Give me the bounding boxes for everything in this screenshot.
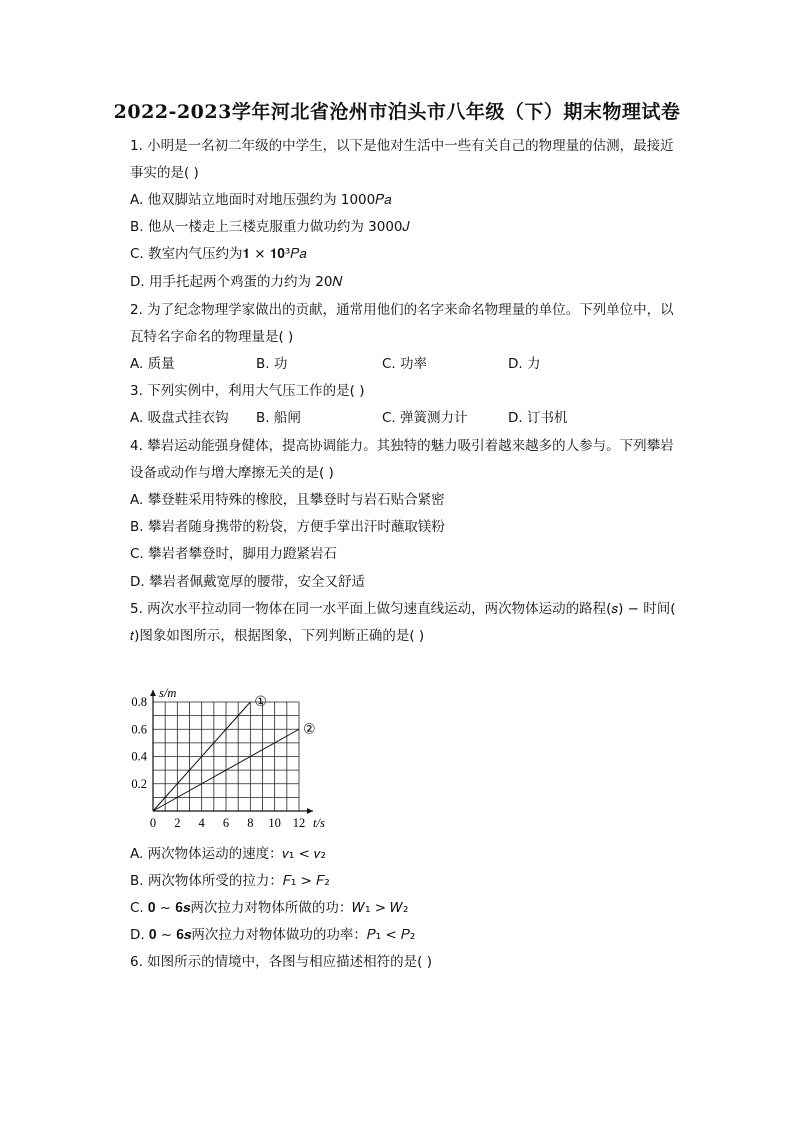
x-axis-label: t/s bbox=[313, 816, 325, 830]
question-2-option-b: B. 功 bbox=[256, 356, 288, 372]
series-label-1: ① bbox=[254, 695, 267, 710]
question-5-option-d: D. 𝟎 ~ 𝟔𝒔两次拉力对物体做功的功率：𝑃₁ < 𝑃₂ bbox=[130, 927, 416, 943]
question-5-option-b: B. 两次物体所受的拉力：𝐹₁ > 𝐹₂ bbox=[130, 873, 330, 889]
question-4-option-a: A. 攀登鞋采用特殊的橡胶，且攀登时与岩石贴合紧密 bbox=[130, 492, 445, 508]
y-tick-label: 0.4 bbox=[131, 749, 147, 764]
question-2-option-d: D. 力 bbox=[508, 356, 541, 372]
question-6-stem: 6. 如图所示的情境中，各图与相应描述相符的是( ) bbox=[130, 954, 432, 970]
question-3-option-a: A. 吸盘式挂衣钩 bbox=[130, 410, 229, 426]
question-1-option-d: D. 用手托起两个鸡蛋的力约为 20𝑁 bbox=[130, 274, 343, 290]
x-tick-label: 8 bbox=[247, 816, 254, 830]
s-t-graph bbox=[118, 675, 348, 837]
question-2-option-c: C. 功率 bbox=[382, 356, 428, 372]
x-axis-arrow bbox=[307, 808, 313, 814]
series-label-2: ② bbox=[303, 722, 316, 738]
question-4-option-d: D. 攀岩者佩戴宽厚的腰带，安全又舒适 bbox=[130, 574, 365, 590]
question-2-stem-cont: 瓦特名字命名的物理量是( ) bbox=[130, 329, 294, 345]
question-5-stem-cont: 𝑡)图象如图所示，根据图象，下列判断正确的是( ) bbox=[130, 628, 425, 644]
question-1-option-b: B. 他从一楼走上三楼克服重力做功约为 3000𝐽 bbox=[130, 219, 410, 235]
x-tick-label: 2 bbox=[174, 816, 181, 830]
y-axis-label: s/m bbox=[159, 686, 177, 700]
x-tick-label: 0 bbox=[149, 816, 157, 830]
y-tick-label: 0.8 bbox=[131, 695, 147, 709]
question-5-stem: 5. 两次水平拉动同一物体在同一水平面上做匀速直线运动，两次物体运动的路程(𝑠) − 时间( bbox=[130, 601, 676, 617]
y-axis-arrow bbox=[150, 690, 156, 696]
page-title: 2022-2023学年河北省沧州市泊头市八年级（下）期末物理试卷 bbox=[113, 101, 681, 123]
x-tick-label: 6 bbox=[222, 816, 230, 830]
y-tick-label: 0.6 bbox=[131, 722, 147, 737]
question-4-stem-cont: 设备或动作与增大摩擦无关的是( ) bbox=[130, 465, 334, 481]
question-3-option-d: D. 订书机 bbox=[508, 410, 568, 426]
question-4-option-c: C. 攀岩者攀登时，脚用力蹬紧岩石 bbox=[130, 546, 338, 562]
question-5-option-c: C. 𝟎 ~ 𝟔𝒔两次拉力对物体所做的功：𝑊₁ > 𝑊₂ bbox=[130, 900, 409, 916]
question-3-stem: 3. 下列实例中，利用大气压工作的是( ) bbox=[130, 383, 365, 399]
x-tick-label: 4 bbox=[198, 816, 205, 830]
question-2-stem: 2. 为了纪念物理学家做出的贡献，通常用他们的名字来命名物理量的单位。下列单位中，以 bbox=[130, 302, 674, 318]
question-2-option-a: A. 质量 bbox=[130, 356, 175, 372]
question-1-option-c: C. 教室内气压约为𝟏 × 𝟏𝟎³𝑃𝑎 bbox=[130, 246, 307, 262]
x-tick-label: 10 bbox=[268, 816, 281, 830]
question-1-stem-cont: 事实的是( ) bbox=[130, 165, 199, 181]
question-5-option-a: A. 两次物体运动的速度：𝑣₁ < 𝑣₂ bbox=[130, 846, 326, 862]
question-3-option-b: B. 船闸 bbox=[256, 410, 301, 426]
x-tick-label: 12 bbox=[292, 816, 306, 830]
chart-labels bbox=[131, 686, 325, 830]
question-1-option-a: A. 他双脚站立地面时对地压强约为 1000𝑃𝑎 bbox=[130, 192, 392, 208]
chart-grid bbox=[153, 702, 299, 811]
chart-axes bbox=[150, 690, 313, 814]
question-4-option-b: B. 攀岩者随身携带的粉袋，方便手掌出汗时蘸取镁粉 bbox=[130, 519, 445, 535]
question-4-stem: 4. 攀岩运动能强身健体，提高协调能力。其独特的魅力吸引着越来越多的人参与。下列攀岩 bbox=[130, 438, 674, 454]
question-3-option-c: C. 弹簧测力计 bbox=[382, 410, 468, 426]
y-tick-label: 0.2 bbox=[131, 776, 147, 791]
question-1-stem: 1. 小明是一名初二年级的中学生，以下是他对生活中一些有关自己的物理量的估测，最接近 bbox=[130, 138, 674, 154]
